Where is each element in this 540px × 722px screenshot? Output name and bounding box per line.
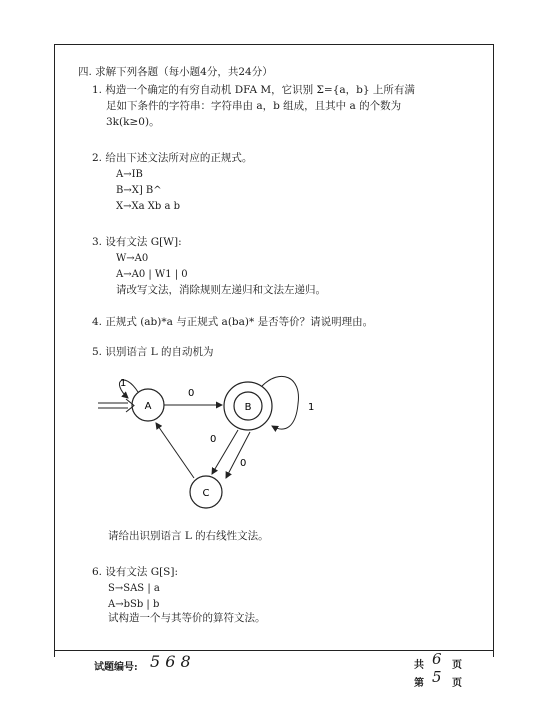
edge-b-self-label: 1: [308, 402, 315, 413]
current-page-unit: 页: [452, 678, 462, 689]
q6-rule-1: S→SAS | a: [108, 583, 160, 594]
state-a-label: A: [144, 401, 152, 412]
q6-intro: 6. 设有文法 G[S]:: [92, 566, 179, 578]
q5-task: 请给出识别语言 L 的右线性文法。: [108, 530, 269, 542]
q6-task: 试构造一个与其等价的算符文法。: [108, 612, 266, 624]
state-c-label: C: [202, 488, 210, 499]
q1-line-2: 足如下条件的字符串：字符串由 a，b 组成，且其中 a 的个数为: [106, 100, 402, 112]
section-heading: 四. 求解下列各题（每小题4分，共24分）: [78, 66, 273, 78]
start-arrow: [98, 399, 134, 412]
q3-intro: 3. 设有文法 G[W]:: [92, 236, 182, 248]
q2-rule-3: X→Xa Xb a b: [116, 201, 180, 212]
total-pages-label: 共: [414, 660, 424, 671]
current-page-label: 第: [414, 678, 424, 689]
q3-task: 请改写文法，消除规则左递归和文法左递归。: [116, 284, 326, 296]
footer-rule: [54, 650, 494, 651]
edge-b-self-loop: [262, 376, 298, 429]
state-b-label: B: [244, 402, 252, 413]
q4-text: 4. 正规式 (ab)*a 与正规式 a(ba)* 是否等价？请说明理由。: [92, 316, 374, 328]
edge-a-to-b-label: 0: [188, 388, 195, 399]
edge-b-to-c-2: [226, 432, 250, 478]
q6-rule-2: A→bSb | b: [108, 599, 160, 610]
q1-line-3: 3k(k≥0)。: [106, 116, 160, 128]
edge-b-to-c-2-label: 0: [240, 458, 247, 469]
total-pages-value: 6: [432, 650, 442, 668]
edge-b-to-c-1-label: 0: [210, 434, 217, 445]
exam-code-label: 试题编号:: [94, 662, 138, 673]
exam-code-value: 5 6 8: [150, 652, 191, 671]
q5-intro: 5. 识别语言 L 的自动机为: [92, 346, 214, 358]
q2-rule-1: A→IB: [116, 169, 143, 180]
q1-line-1: 1. 构造一个确定的有穷自动机 DFA M，它识别 Σ={a，b} 上所有满: [92, 84, 415, 96]
edge-a-self-label: 1: [120, 378, 127, 389]
q5-automaton-diagram: [90, 360, 340, 520]
edge-c-to-a: [156, 423, 194, 478]
total-pages-unit: 页: [452, 660, 462, 671]
q3-rule-2: A→A0 | W1 | 0: [116, 269, 188, 280]
q3-rule-1: W→A0: [116, 253, 149, 264]
current-page-value: 5: [432, 668, 442, 686]
q2-intro: 2. 给出下述文法所对应的正规式。: [92, 152, 253, 164]
q2-rule-2: B→X] B^: [116, 185, 162, 196]
